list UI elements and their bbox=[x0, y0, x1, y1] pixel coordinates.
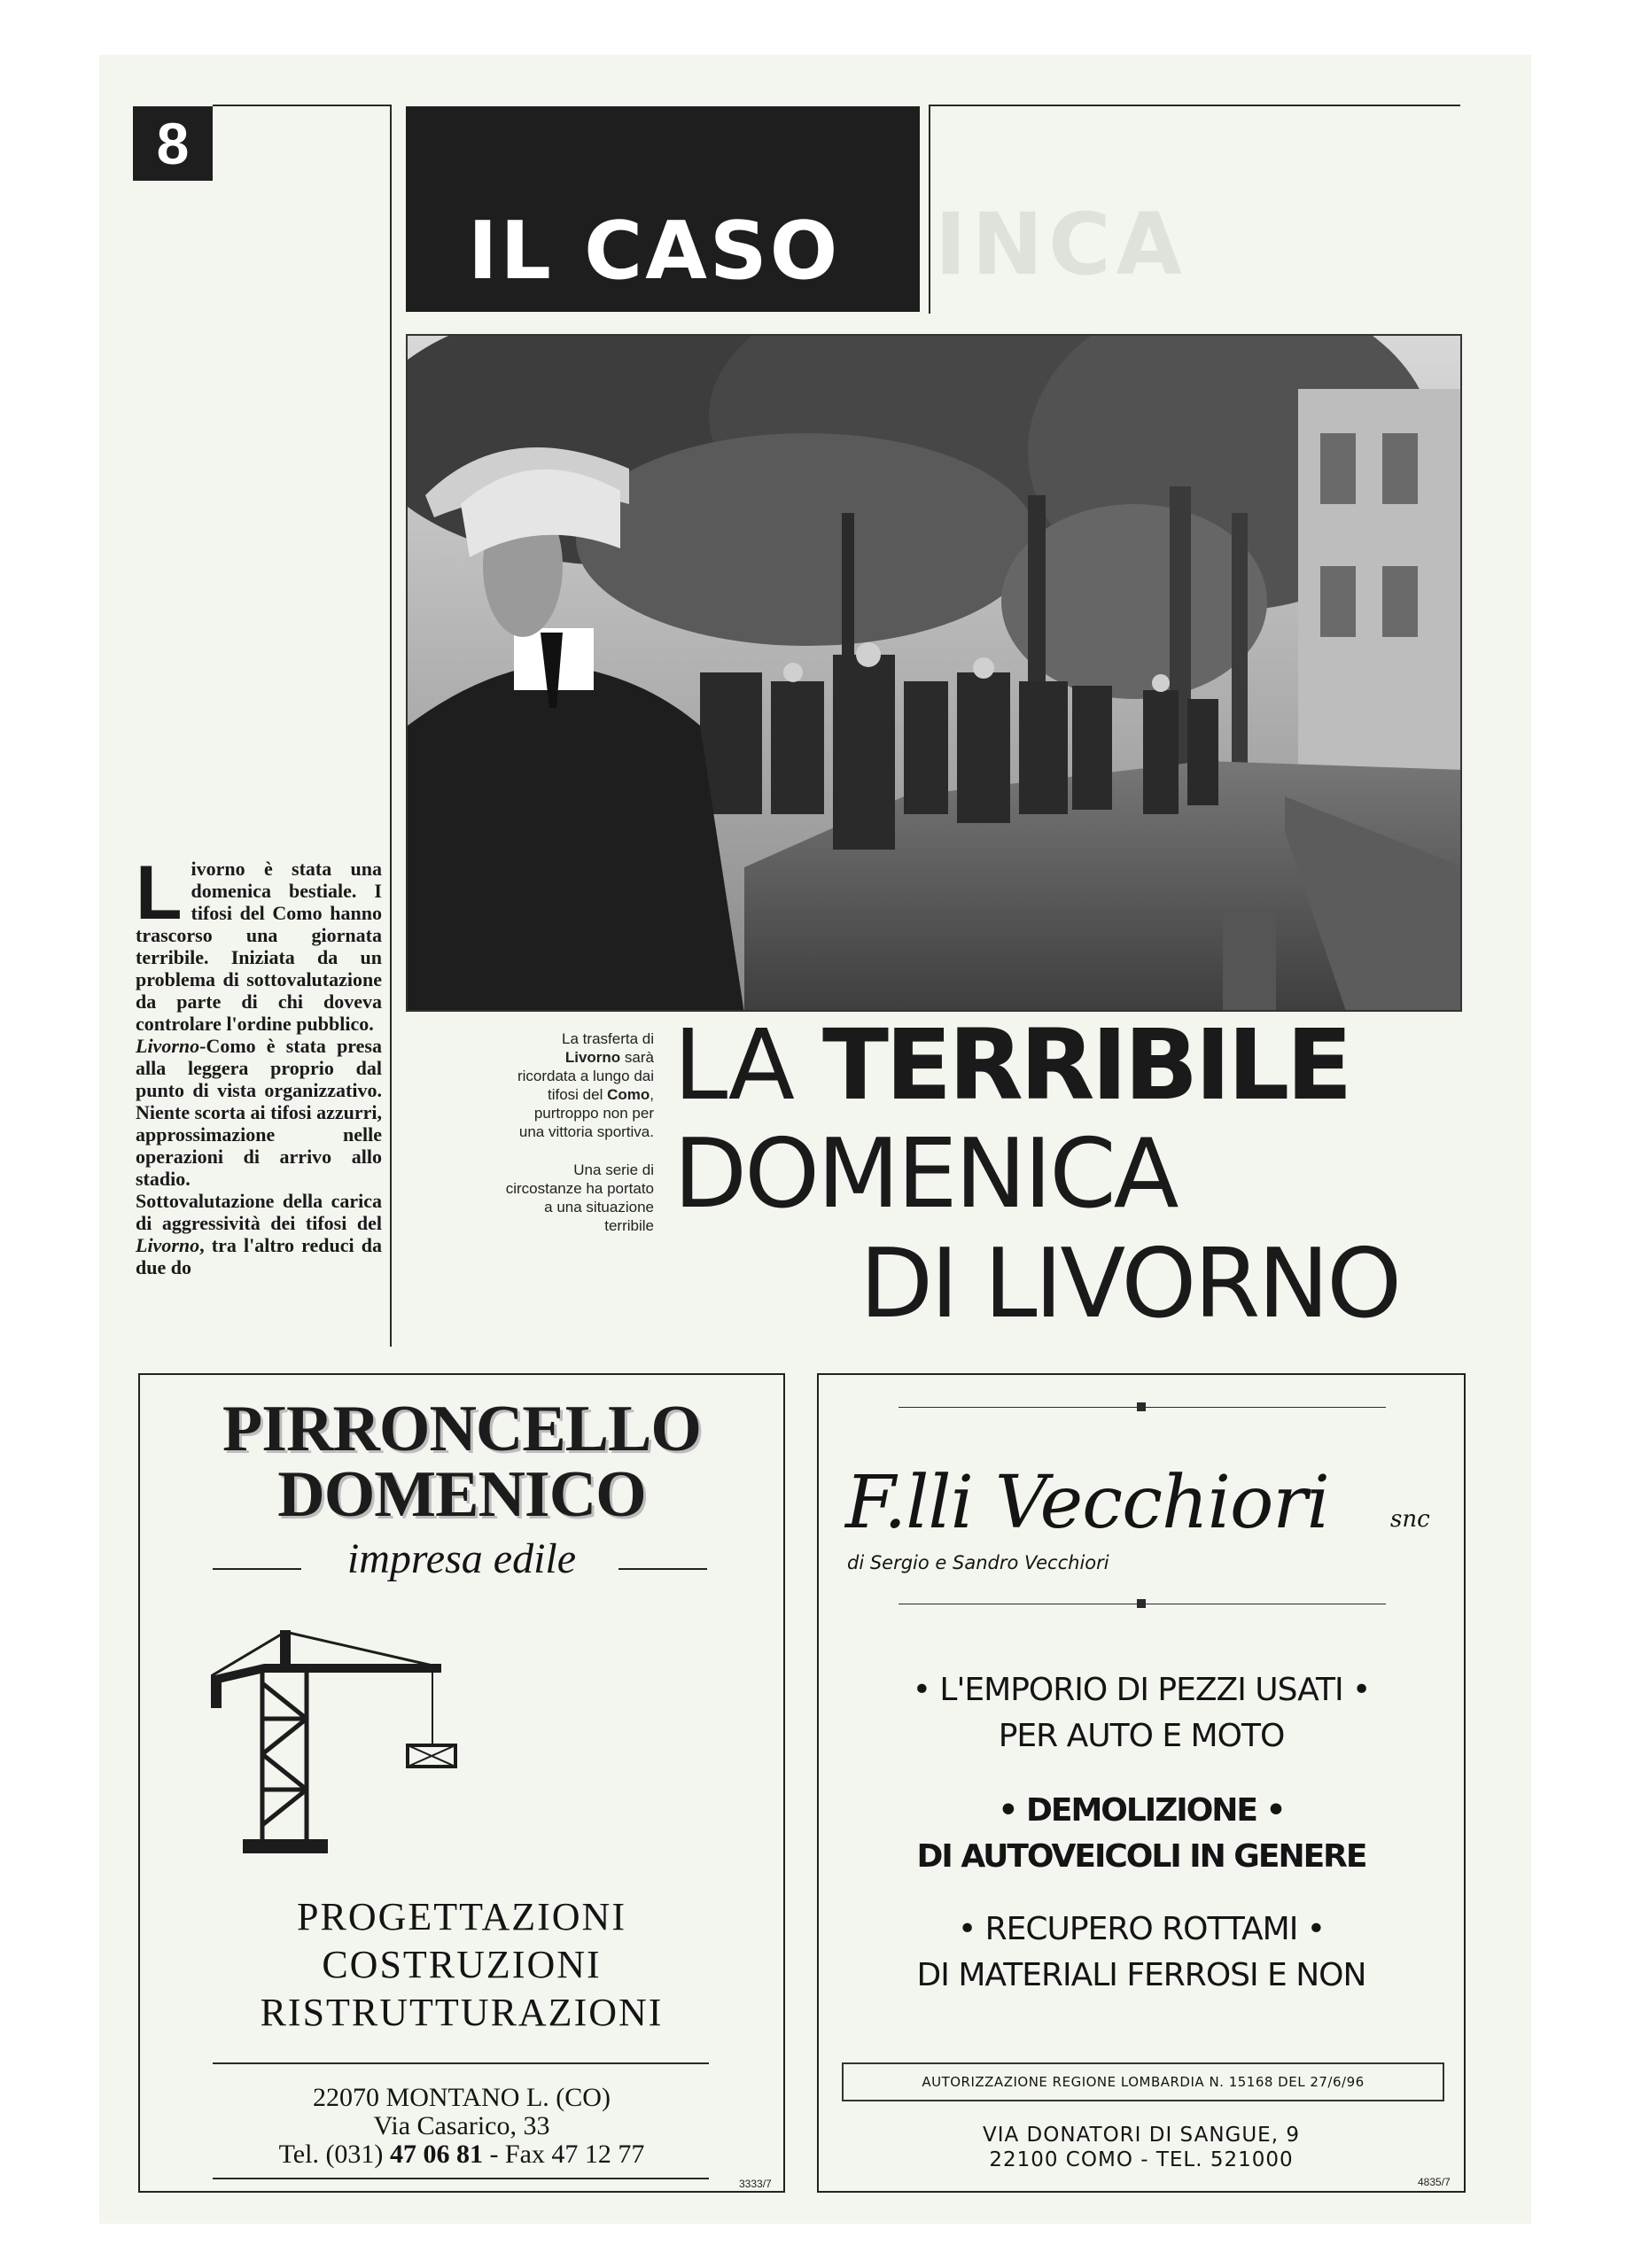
page-number: 8 bbox=[133, 106, 213, 181]
company-tagline: impresa edile bbox=[346, 1535, 577, 1582]
paragraph-3-text-b: , tra l'altro reduci da due do bbox=[136, 1234, 382, 1278]
service-2: COSTRUZIONI bbox=[322, 1943, 602, 1986]
phone-number: 47 06 81 bbox=[389, 2140, 483, 2169]
headline-line-2: DOMENICA bbox=[673, 1119, 1177, 1230]
section-title: IL CASO bbox=[406, 106, 920, 312]
bottom-rule bbox=[213, 2178, 709, 2179]
photo-illustration bbox=[408, 336, 1462, 1012]
service-line-6: DI MATERIALI FERROSI E NON bbox=[916, 1957, 1366, 1993]
article-paragraph-2 bbox=[136, 1035, 382, 1190]
crane-icon bbox=[211, 1630, 459, 1860]
service-line-2: PER AUTO E MOTO bbox=[998, 1718, 1285, 1754]
service-1: PROGETTAZIONI bbox=[297, 1895, 626, 1938]
service-line-1: • L'EMPORIO DI PEZZI USATI • bbox=[912, 1672, 1371, 1708]
article-paragraph-3 bbox=[136, 1190, 382, 1278]
caption-paragraph-2: Una serie di circostanze ha portato a una situazione terribile bbox=[505, 1161, 654, 1234]
paragraph-3-text-a: Sottovalutazione della carica di aggressività dei tifosi del bbox=[136, 1190, 382, 1234]
service-line-4: DI AUTOVEICOLI IN GENERE bbox=[916, 1838, 1366, 1875]
phone-line bbox=[140, 2140, 783, 2169]
service-line-5: • RECUPERO ROTTAMI • bbox=[957, 1911, 1326, 1947]
headline-line-3: DI LIVORNO bbox=[860, 1229, 1400, 1340]
caption-text: , purtroppo non per una vittoria sportiva. bbox=[518, 1086, 654, 1140]
top-rule-right bbox=[929, 105, 1460, 106]
service-line-3: • DEMOLIZIONE • bbox=[998, 1792, 1285, 1829]
caption-bold: Livorno bbox=[564, 1049, 621, 1066]
company-suffix: snc bbox=[1390, 1506, 1430, 1533]
headline-la: LA bbox=[673, 1008, 823, 1122]
ad-code: 4835/7 bbox=[1418, 2176, 1451, 2188]
authorization-box: AUTORIZZAZIONE REGIONE LOMBARDIA N. 15168 DEL 27/6/96 bbox=[842, 2062, 1444, 2101]
ad-code: 3333/7 bbox=[739, 2178, 772, 2190]
caption-text: La trasferta di bbox=[562, 1030, 654, 1047]
caption-bold: Como bbox=[607, 1086, 650, 1103]
section-rule-vertical bbox=[929, 105, 930, 314]
headline-terribile: TERRIBILE bbox=[822, 1008, 1350, 1122]
tagline-rule-right bbox=[619, 1568, 707, 1570]
phone-label: Tel. (031) bbox=[278, 2140, 390, 2169]
news-photo bbox=[406, 334, 1462, 1012]
fax-number: - Fax 47 12 77 bbox=[482, 2140, 645, 2169]
bleed-through-text: INCA bbox=[935, 195, 1187, 294]
team-name: Livorno bbox=[136, 1035, 200, 1057]
ad-vecchiori bbox=[817, 1373, 1466, 2193]
caption-text: sarà ricordata a lungo dai tifosi del bbox=[517, 1049, 654, 1103]
company-name-line-1: PIRRONCELLO bbox=[222, 1393, 701, 1465]
article-lead: ivorno è stata una domenica bestiale. I tifosi del Como hanno trascorso una giornata terribile. Iniziata da un problema di sottovalutazione da parte di chi doveva controlare l'ordine pubblico. bbox=[136, 858, 382, 1035]
city-phone: 22100 COMO - TEL. 521000 bbox=[989, 2148, 1294, 2171]
address-line-2: Via Casarico, 33 bbox=[373, 2111, 550, 2140]
company-name-line-2: DOMENICO bbox=[277, 1458, 646, 1531]
column-rule-left bbox=[390, 105, 392, 1347]
rule-marker bbox=[1137, 1402, 1146, 1411]
owners-line: di Sergio e Sandro Vecchiori bbox=[847, 1552, 1109, 1573]
team-name: Livorno bbox=[136, 1234, 200, 1256]
headline-line-1 bbox=[673, 1010, 1350, 1120]
street-address: VIA DONATORI DI SANGUE, 9 bbox=[983, 2124, 1300, 2147]
drop-cap: L bbox=[136, 850, 183, 936]
article-body bbox=[136, 850, 382, 1278]
address-rule bbox=[213, 2062, 709, 2064]
caption-paragraph-1 bbox=[505, 1029, 654, 1141]
address-line-1: 22070 MONTANO L. (CO) bbox=[313, 2083, 611, 2112]
top-rule-left bbox=[213, 105, 390, 106]
photo-caption bbox=[505, 1029, 654, 1254]
service-3: RISTRUTTURAZIONI bbox=[260, 1991, 664, 2034]
ad-pirroncello bbox=[138, 1373, 785, 2193]
paragraph-2-text: -Como è stata presa alla leggera proprio dal punto di vista organizzativo. Niente scorta ai tifosi azzurri, approssimazione nelle operazioni di arrivo allo stadio. bbox=[136, 1035, 382, 1190]
rule-marker bbox=[1137, 1599, 1146, 1608]
brand-name: F.lli Vecchiori bbox=[845, 1461, 1329, 1545]
